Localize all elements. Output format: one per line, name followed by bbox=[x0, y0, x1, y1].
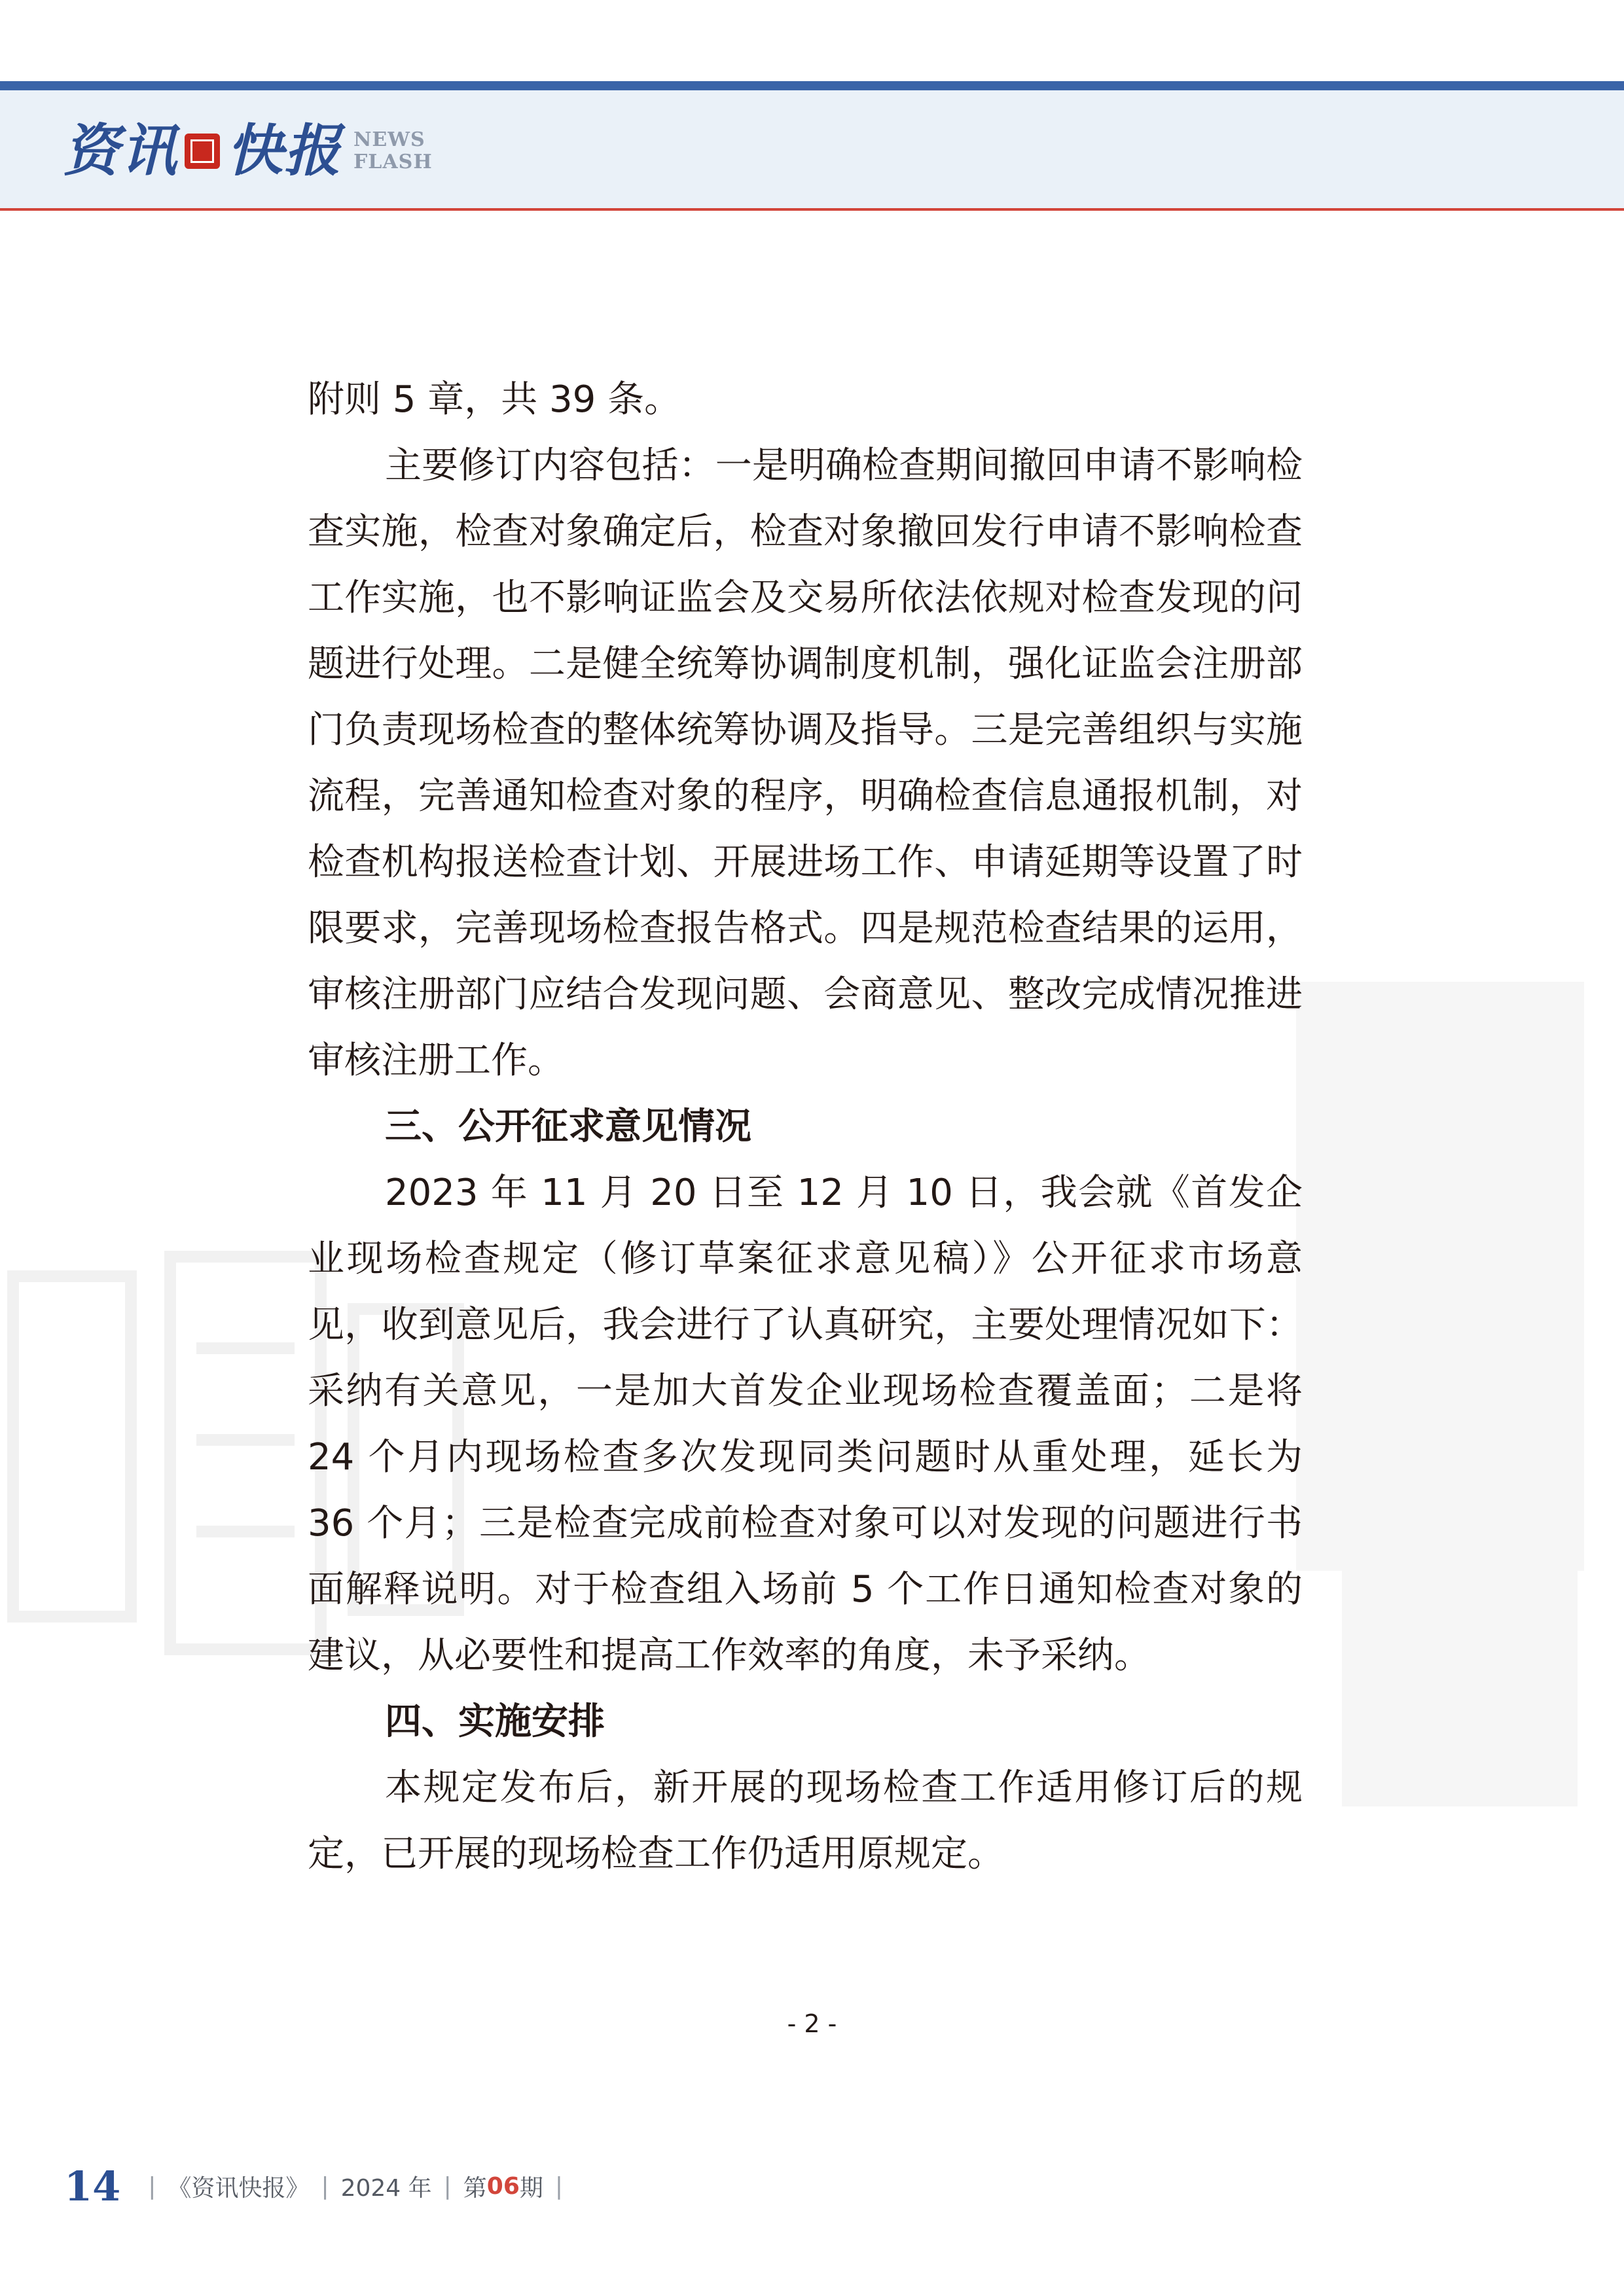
masthead-english bbox=[353, 129, 433, 173]
masthead-english-line1: NEWS bbox=[353, 128, 425, 151]
article-body bbox=[308, 367, 1303, 1887]
header-bottom-rule bbox=[0, 208, 1624, 211]
header-top-rule bbox=[0, 81, 1624, 90]
footer-publication: 《资讯快报》 bbox=[168, 2174, 310, 2202]
footer-page-number: 14 bbox=[64, 2162, 121, 2210]
section-heading-implementation: 四、实施安排 bbox=[385, 1700, 605, 1743]
section-heading-public-comment: 三、公开征求意见情况 bbox=[385, 1105, 751, 1148]
paragraph-implementation: 本规定发布后，新开展的现场检查工作适用修订后的规定，已开展的现场检查工作仍适用原规定。 bbox=[308, 1767, 1303, 1875]
inner-page-number: - 2 - bbox=[787, 2009, 837, 2038]
masthead-english-line2: FLASH bbox=[353, 151, 433, 173]
footer-issue-prefix: 第 bbox=[463, 2174, 487, 2202]
seal-icon bbox=[185, 134, 220, 169]
footer-issue-number: 06 bbox=[486, 2172, 520, 2200]
footer bbox=[64, 2160, 575, 2212]
masthead-logo bbox=[63, 109, 433, 194]
footer-divider: | bbox=[554, 2172, 564, 2200]
footer-divider: | bbox=[148, 2172, 156, 2200]
masthead-title-part1: 资讯 bbox=[63, 118, 178, 184]
footer-year: 2024 年 bbox=[340, 2174, 432, 2202]
masthead-title-part2: 快报 bbox=[226, 118, 342, 184]
paragraph-revision-contents: 主要修订内容包括：一是明确检查期间撤回申请不影响检查实施，检查对象确定后，检查对象撤回发行申请不影响检查工作实施，也不影响证监会及交易所依法依规对检查发现的问题进行处理。二是健全统筹协调制度机制，强化证监会注册部门负责现场检查的整体统筹协调及指导。三是完善组织与实施流程，完善通知检查对象的程序，明确检查信息通报机制，对检查机构报送检查计划、开展进场工作、申请延期等设置了时限要求，完善现场检查报告格式。四是规范检查结果的运用，审核注册部门应结合发现问题、会商意见、整改完成情况推进审核注册工作。 bbox=[308, 444, 1303, 1082]
footer-divider: | bbox=[321, 2172, 329, 2200]
footer-issue-suffix: 期 bbox=[519, 2174, 543, 2202]
paragraph-public-comment: 2023 年 11 月 20 日至 12 月 10 日，我会就《首发企业现场检查规定（修订草案征求意见稿）》公开征求市场意见，收到意见后，我会进行了认真研究，主要处理情况如下：采纳有关意见，一是加大首发企业现场检查覆盖面；二是将 24 个月内现场检查多次发现同类问题时从重处理，延长为 36 个月；三是检查完成前检查对象可以对发现的问题进行书面解释说明。对于检查组入场前 5 个工作日通知检查对象的建议，从必要性和提高工作效率的角度，未予采纳。 bbox=[308, 1172, 1303, 1677]
paragraph-continued: 附则 5 章，共 39 条。 bbox=[308, 378, 681, 421]
footer-divider: | bbox=[443, 2172, 452, 2200]
